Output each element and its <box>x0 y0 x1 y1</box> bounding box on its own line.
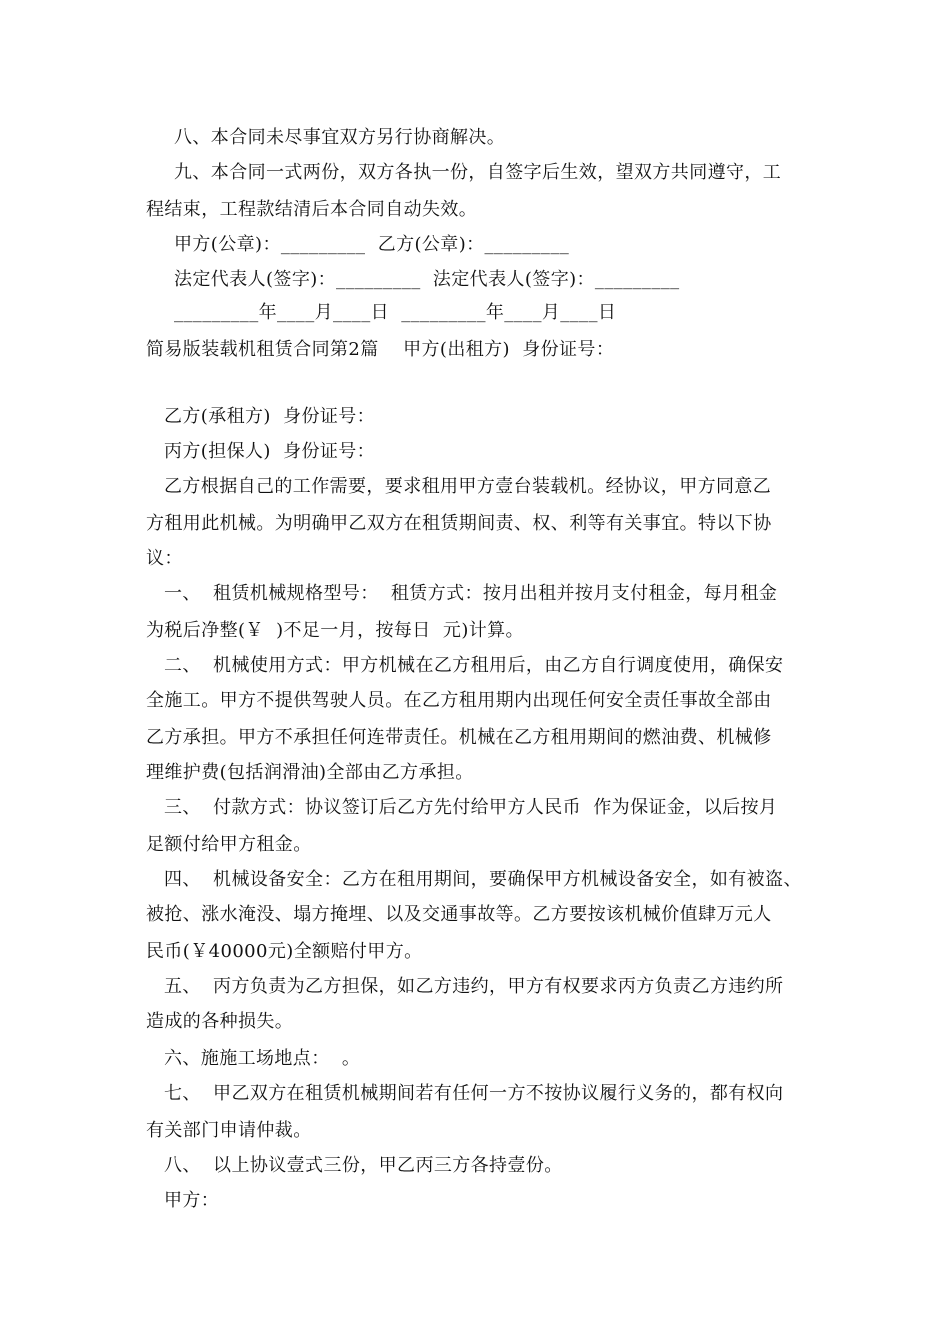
intro-line-1: 乙方根据自己的工作需要，要求租用甲方壹台装载机。经协议，甲方同意乙 <box>164 476 772 497</box>
article-6-line: 六、施施工场地点： 。 <box>164 1048 361 1069</box>
article-2-line-4: 理维护费(包括润滑油)全部由乙方承担。 <box>146 762 474 783</box>
article-4-line-1: 四、 机械设备安全：乙方在租用期间，要确保甲方机械设备安全，如有被盗、 <box>164 869 802 890</box>
signature-representative-line: 法定代表人(签字)：_________ 法定代表人(签字)：_________ <box>174 269 680 290</box>
article-5-line-1: 五、 丙方负责为乙方担保，如乙方违约，甲方有权要求丙方负责乙方违约所 <box>164 976 784 997</box>
article-7-line-2: 有关部门申请仲裁。 <box>146 1120 312 1141</box>
signature-seal-line: 甲方(公章)：_________ 乙方(公章)：_________ <box>174 234 570 255</box>
article-2-line-3: 乙方承担。甲方不承担任何连带责任。机械在乙方租用期间的燃油费、机械修 <box>146 727 772 748</box>
article-1-line-2: 为税后净整(￥ )不足一月，按每日 元)计算。 <box>146 620 524 641</box>
article-3-line-2: 足额付给甲方租金。 <box>146 834 312 855</box>
party-a-signature-line: 甲方： <box>164 1190 220 1211</box>
article-2-line-2: 全施工。甲方不提供驾驶人员。在乙方租用期内出现任何安全责任事故全部由 <box>146 690 772 711</box>
party-c-line: 丙方(担保人) 身份证号： <box>164 441 376 462</box>
article-5-line-2: 造成的各种损失。 <box>146 1011 294 1032</box>
party-b-line: 乙方(承租方) 身份证号： <box>164 406 376 427</box>
article-1-line-1: 一、 租赁机械规格型号： 租赁方式：按月出租并按月支付租金，每月租金 <box>164 583 778 604</box>
intro-line-2: 方租用此机械。为明确甲乙双方在租赁期间责、权、利等有关事宜。特以下协 <box>146 513 772 534</box>
clause-9-line-1: 九、本合同一式两份，双方各执一份，自签字后生效，望双方共同遵守，工 <box>174 162 782 183</box>
clause-9-line-2: 程结束，工程款结清后本合同自动失效。 <box>146 199 478 220</box>
intro-line-3: 议： <box>146 548 183 569</box>
article-3-line-1: 三、 付款方式：协议签订后乙方先付给甲方人民币 作为保证金，以后按月 <box>164 797 778 818</box>
article-4-line-2: 被抢、涨水淹没、塌方掩埋、以及交通事故等。乙方要按该机械价值肆万元人 <box>146 904 772 925</box>
article-7-line-1: 七、 甲乙双方在租赁机械期间若有任何一方不按协议履行义务的，都有权向 <box>164 1083 784 1104</box>
signature-date-line: _________年____月____日 _________年____月____日 <box>174 302 617 323</box>
article-4-line-3: 民币(￥40000元)全额赔付甲方。 <box>146 941 423 962</box>
contract-2-heading-line: 简易版装载机租赁合同第2篇 甲方(出租方) 身份证号： <box>146 339 615 360</box>
clause-8-line: 八、本合同未尽事宜双方另行协商解决。 <box>174 127 506 148</box>
article-2-line-1: 二、 机械使用方式：甲方机械在乙方租用后，由乙方自行调度使用，确保安 <box>164 655 784 676</box>
article-8-line: 八、 以上协议壹式三份，甲乙丙三方各持壹份。 <box>164 1155 563 1176</box>
